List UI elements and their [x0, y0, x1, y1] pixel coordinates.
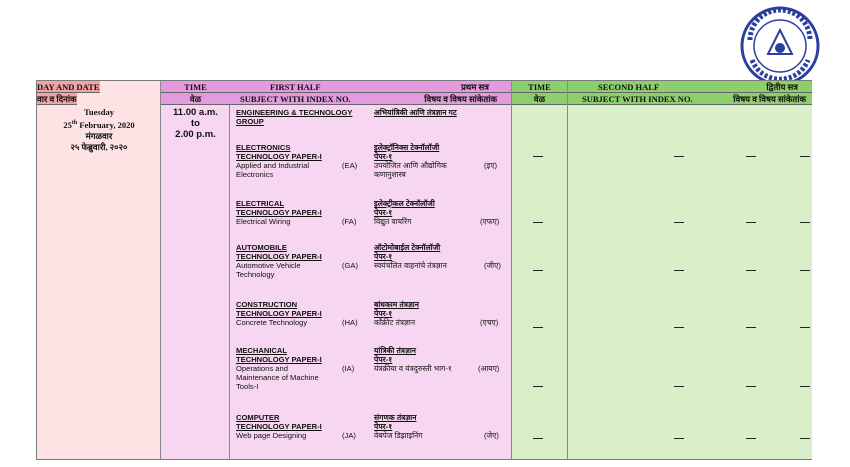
dash-cell: —	[533, 265, 543, 276]
second-time-header-mr: वेळ	[512, 93, 567, 105]
dash-cell: —	[800, 381, 810, 392]
dash-cell: —	[674, 381, 684, 392]
first-half-column: FIRST HALF प्रथम सत्र SUBJECT WITH INDEX NO. विषय व विषय सांकेतांक ENGINEERING & TECHNOLOGY GROUP अभियांत्रिकी आणि तंत्रज्ञान गट ELECTRONICS TECHNOLOGY PAPER-I Applied and Industrial Electronics (EA) इलेक्ट्रॉनिक्स टेक्नॉलॉजी पेपर-१ उपयोजित आणि औद्योगिक कणानुशास्त्र (इए) ELECTRICAL TECHNOLOGY PAPER-I Electrical Wiring (FA) इलेक्ट्रीकल टेक्नॉलॉजी पेपर-१ विद्युत वायरिंग (एफए) AUTOMOBILE TECHNOLOGY PAPER-I Automotive Vehicle Technology (GA) ऑटोमोबाईल टेक्नॉलॉजी पेपर-१ स्वयंचलित वाहनांचे तंत्रज्ञान (जीए) CONSTRUCTION TECHNOLOGY PAPER-I Concrete Technology (HA) बांधकाम तंत्रज्ञान पेपर-१ कॉंक्रीट तंत्रज्ञान (एचए) MECHANICAL TECHNOLOGY PAPER-I Operations and Maintenance of Machine Tools-I (IA) यांत्रिकी तंत्रज्ञान पेपर-१ यंत्रक्रीया व यंत्रदुरुस्ती भाग-१ (आयए) COMPUTER TECHNOLOGY PAPER-I Web page Designing (JA) संगणक तंत्रज्ञान पेपर-१ वेबपेज डिझाइनिंग (जेए)	[230, 81, 512, 459]
dash-cell: —	[533, 151, 543, 162]
first-half-header: FIRST HALF प्रथम सत्र	[230, 81, 511, 93]
dash-cell: —	[800, 265, 810, 276]
second-time-header: TIME	[512, 81, 567, 93]
time-column	[161, 81, 230, 459]
time-header-mr: वेळ	[161, 93, 230, 105]
day-date-header: DAY AND DATE	[37, 82, 100, 92]
dash-cell: —	[800, 433, 810, 444]
second-half-column	[568, 81, 812, 459]
second-time-column	[512, 81, 568, 459]
board-seal-logo	[738, 4, 822, 88]
day-date-column	[37, 81, 161, 459]
dash-cell: —	[533, 381, 543, 392]
dash-cell: —	[533, 433, 543, 444]
dash-cell: —	[800, 322, 810, 333]
exam-time: 11.00 a.m. to 2.00 p.m.	[173, 107, 218, 140]
dash-cell: —	[674, 217, 684, 228]
dash-cell: —	[746, 151, 756, 162]
subject-header: SUBJECT WITH INDEX NO. विषय व विषय सांकेतांक	[230, 93, 511, 105]
dash-cell: —	[674, 265, 684, 276]
dash-cell: —	[746, 265, 756, 276]
time-header: TIME	[161, 81, 230, 93]
dash-cell: —	[533, 322, 543, 333]
second-subject-header: SUBJECT WITH INDEX NO. विषय व विषय सांकेतांक	[568, 93, 812, 105]
dash-cell: —	[800, 151, 810, 162]
second-half-header: SECOND HALF द्वितीय सत्र	[568, 81, 812, 93]
dash-cell: —	[533, 217, 543, 228]
dash-cell: —	[674, 433, 684, 444]
dash-cell: —	[674, 151, 684, 162]
dash-cell: —	[800, 217, 810, 228]
dash-cell: —	[674, 322, 684, 333]
day-date-header-mr: वार व दिनांक	[37, 94, 77, 104]
exam-date: Tuesday 25th February, 2020 मंगळवार २५ फेब्रुवारी, २०२०	[63, 107, 135, 152]
timetable	[36, 80, 812, 460]
dash-cell: —	[746, 217, 756, 228]
dash-cell: —	[746, 322, 756, 333]
dash-cell: —	[746, 433, 756, 444]
dash-cell: —	[746, 381, 756, 392]
